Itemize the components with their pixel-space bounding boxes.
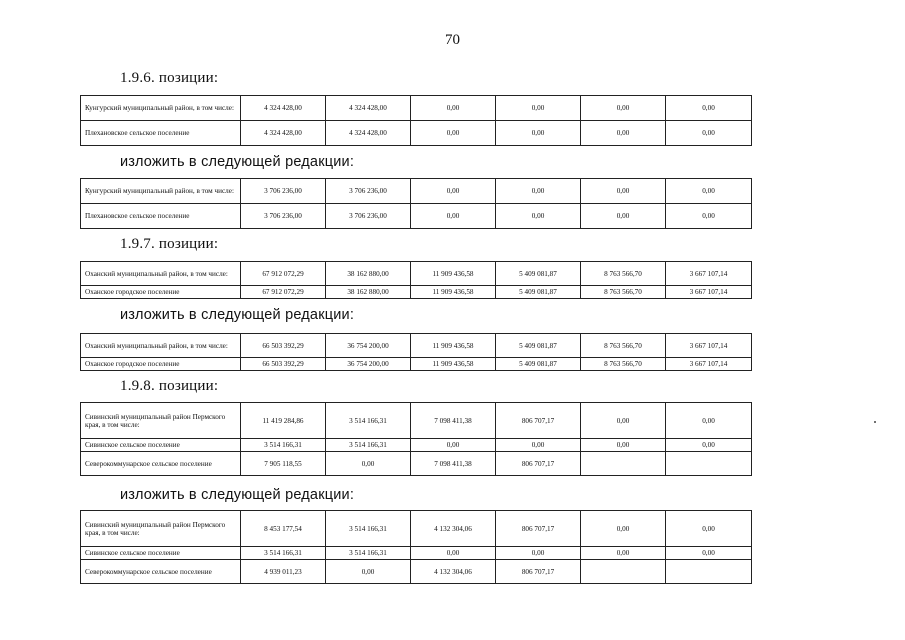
data-table <box>80 95 752 146</box>
row-name-cell: Северокоммунарское сельское поселение <box>81 452 241 476</box>
value-cell: 4 939 011,23 <box>241 560 326 584</box>
value-cell: 0,00 <box>666 511 752 547</box>
value-cell <box>666 452 752 476</box>
table-row <box>81 334 752 358</box>
value-cell <box>581 560 666 584</box>
value-cell: 3 706 236,00 <box>241 204 326 229</box>
data-table <box>80 178 752 229</box>
value-cell: 0,00 <box>581 204 666 229</box>
value-cell: 11 909 436,58 <box>411 358 496 371</box>
value-cell: 0,00 <box>666 204 752 229</box>
value-cell: 0,00 <box>666 121 752 146</box>
value-cell: 11 419 284,86 <box>241 403 326 439</box>
value-cell: 4 324 428,00 <box>326 121 411 146</box>
value-cell: 11 909 436,58 <box>411 334 496 358</box>
value-cell: 38 162 880,00 <box>326 286 411 299</box>
value-cell: 0,00 <box>326 452 411 476</box>
value-cell: 8 763 566,70 <box>581 262 666 286</box>
value-cell: 806 707,17 <box>496 452 581 476</box>
row-name-cell: Сивинское сельское поселение <box>81 547 241 560</box>
value-cell: 0,00 <box>496 547 581 560</box>
section-heading: изложить в следующей редакции: <box>120 487 355 503</box>
value-cell: 11 909 436,58 <box>411 286 496 299</box>
row-name-cell: Плехановское сельское поселение <box>81 204 241 229</box>
value-cell: 3 667 107,14 <box>666 262 752 286</box>
value-cell: 3 667 107,14 <box>666 358 752 371</box>
value-cell: 66 503 392,29 <box>241 334 326 358</box>
value-cell: 0,00 <box>666 179 752 204</box>
value-cell: 0,00 <box>411 547 496 560</box>
row-name-cell: Оханское городское поселение <box>81 286 241 299</box>
table-row <box>81 204 752 229</box>
table-row <box>81 358 752 371</box>
row-name-cell: Кунгурский муниципальный район, в том числе: <box>81 179 241 204</box>
table-row <box>81 121 752 146</box>
value-cell: 0,00 <box>496 439 581 452</box>
section-heading: 1.9.8. позиции: <box>120 378 219 394</box>
row-name-cell: Плехановское сельское поселение <box>81 121 241 146</box>
value-cell: 0,00 <box>581 403 666 439</box>
value-cell: 5 409 081,87 <box>496 358 581 371</box>
value-cell: 0,00 <box>581 121 666 146</box>
scan-speck <box>874 421 876 423</box>
value-cell: 67 912 072,29 <box>241 286 326 299</box>
section-heading: изложить в следующей редакции: <box>120 154 355 170</box>
section-heading: изложить в следующей редакции: <box>120 307 355 323</box>
value-cell: 7 098 411,38 <box>411 403 496 439</box>
value-cell: 0,00 <box>666 439 752 452</box>
value-cell: 36 754 200,00 <box>326 358 411 371</box>
section-heading: 1.9.7. позиции: <box>120 236 219 252</box>
value-cell: 0,00 <box>411 439 496 452</box>
page-number: 70 <box>445 32 460 48</box>
value-cell: 0,00 <box>496 204 581 229</box>
value-cell: 0,00 <box>581 547 666 560</box>
value-cell: 0,00 <box>496 96 581 121</box>
value-cell: 0,00 <box>581 96 666 121</box>
value-cell: 0,00 <box>666 547 752 560</box>
value-cell: 0,00 <box>581 511 666 547</box>
table-row <box>81 547 752 560</box>
value-cell: 11 909 436,58 <box>411 262 496 286</box>
value-cell: 806 707,17 <box>496 403 581 439</box>
value-cell: 0,00 <box>411 96 496 121</box>
value-cell: 4 324 428,00 <box>241 96 326 121</box>
value-cell: 3 514 166,31 <box>241 547 326 560</box>
row-name-cell: Сивинский муниципальный район Пермского края, в том числе: <box>81 403 241 439</box>
value-cell: 7 905 118,55 <box>241 452 326 476</box>
data-table <box>80 510 752 584</box>
value-cell: 4 324 428,00 <box>326 96 411 121</box>
table-row <box>81 452 752 476</box>
table-row <box>81 96 752 121</box>
value-cell: 66 503 392,29 <box>241 358 326 371</box>
value-cell: 0,00 <box>496 179 581 204</box>
value-cell: 3 706 236,00 <box>326 179 411 204</box>
value-cell: 8 763 566,70 <box>581 286 666 299</box>
value-cell: 5 409 081,87 <box>496 334 581 358</box>
value-cell: 3 706 236,00 <box>326 204 411 229</box>
row-name-cell: Северокоммунарское сельское поселение <box>81 560 241 584</box>
value-cell: 0,00 <box>581 439 666 452</box>
value-cell <box>581 452 666 476</box>
value-cell: 4 132 304,06 <box>411 560 496 584</box>
value-cell: 5 409 081,87 <box>496 262 581 286</box>
value-cell: 0,00 <box>666 96 752 121</box>
value-cell: 8 453 177,54 <box>241 511 326 547</box>
table-row <box>81 262 752 286</box>
value-cell: 3 667 107,14 <box>666 334 752 358</box>
value-cell: 0,00 <box>411 121 496 146</box>
value-cell: 8 763 566,70 <box>581 334 666 358</box>
table-row <box>81 560 752 584</box>
value-cell: 3 514 166,31 <box>326 547 411 560</box>
row-name-cell: Оханский муниципальный район, в том числе: <box>81 334 241 358</box>
value-cell: 38 162 880,00 <box>326 262 411 286</box>
value-cell: 4 132 304,06 <box>411 511 496 547</box>
row-name-cell: Сивинское сельское поселение <box>81 439 241 452</box>
table-row <box>81 439 752 452</box>
value-cell: 3 706 236,00 <box>241 179 326 204</box>
row-name-cell: Оханский муниципальный район, в том числе: <box>81 262 241 286</box>
value-cell: 3 667 107,14 <box>666 286 752 299</box>
data-table <box>80 333 752 371</box>
table-row <box>81 179 752 204</box>
value-cell: 4 324 428,00 <box>241 121 326 146</box>
value-cell: 36 754 200,00 <box>326 334 411 358</box>
row-name-cell: Сивинский муниципальный район Пермского края, в том числе: <box>81 511 241 547</box>
data-table <box>80 402 752 476</box>
table-row <box>81 403 752 439</box>
value-cell: 7 098 411,38 <box>411 452 496 476</box>
data-table <box>80 261 752 299</box>
value-cell: 806 707,17 <box>496 560 581 584</box>
table-row <box>81 286 752 299</box>
value-cell: 3 514 166,31 <box>326 511 411 547</box>
section-heading: 1.9.6. позиции: <box>120 70 219 86</box>
value-cell: 0,00 <box>581 179 666 204</box>
value-cell: 0,00 <box>326 560 411 584</box>
value-cell: 5 409 081,87 <box>496 286 581 299</box>
value-cell: 0,00 <box>411 179 496 204</box>
value-cell: 806 707,17 <box>496 511 581 547</box>
table-row <box>81 511 752 547</box>
value-cell: 0,00 <box>496 121 581 146</box>
value-cell: 3 514 166,31 <box>326 403 411 439</box>
value-cell: 0,00 <box>666 403 752 439</box>
value-cell: 3 514 166,31 <box>326 439 411 452</box>
value-cell: 67 912 072,29 <box>241 262 326 286</box>
row-name-cell: Оханское городское поселение <box>81 358 241 371</box>
row-name-cell: Кунгурский муниципальный район, в том числе: <box>81 96 241 121</box>
value-cell: 0,00 <box>411 204 496 229</box>
value-cell: 3 514 166,31 <box>241 439 326 452</box>
value-cell <box>666 560 752 584</box>
value-cell: 8 763 566,70 <box>581 358 666 371</box>
